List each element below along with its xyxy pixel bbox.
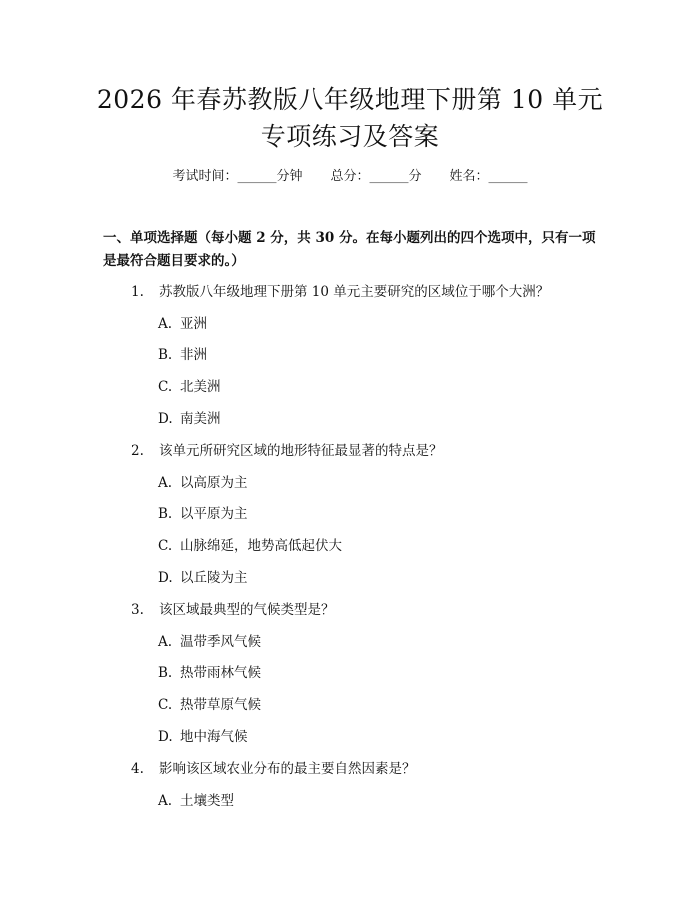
question-4-option-a <box>158 791 234 811</box>
option-letter: C. <box>158 538 173 554</box>
option-letter: B. <box>158 347 173 363</box>
question-text: 该单元所研究区域的地形特征最显著的特点是？ <box>159 443 443 459</box>
section-heading: 一、单项选择题（每小题 2 分，共 30 分。在每小题列出的四个选项中，只有一项是最符合题目要求的。） <box>103 230 596 269</box>
option-text: 北美洲 <box>180 379 221 395</box>
question-3-option-a <box>158 632 261 652</box>
option-letter: D. <box>158 411 173 427</box>
question-1-option-b <box>158 345 207 365</box>
option-letter: A. <box>158 316 173 332</box>
document-title-line-2: 专项练习及答案 <box>260 122 440 151</box>
question-3-option-d <box>158 727 248 747</box>
question-text: 影响该区域农业分布的最主要自然因素是？ <box>159 761 416 777</box>
question-number: 4. <box>131 761 144 777</box>
question-number: 1. <box>131 284 144 300</box>
option-letter: A. <box>158 634 173 650</box>
exam-time-field: 考试时间：______分钟 <box>172 169 303 184</box>
exam-meta <box>0 167 700 187</box>
question-1 <box>131 282 611 302</box>
option-text: 地中海气候 <box>180 729 248 745</box>
option-letter: D. <box>158 729 173 745</box>
option-text: 以高原为主 <box>180 475 248 491</box>
question-3 <box>131 600 611 620</box>
document-title-line-1: 2026 年春苏教版八年级地理下册第 10 单元 <box>96 85 604 114</box>
option-text: 温带季风气候 <box>180 634 261 650</box>
question-4 <box>131 759 611 779</box>
option-text: 亚洲 <box>180 316 207 332</box>
option-text: 以平原为主 <box>180 506 248 522</box>
question-3-option-c <box>158 695 261 715</box>
option-text: 土壤类型 <box>180 793 234 809</box>
option-text: 热带草原气候 <box>180 697 261 713</box>
question-text: 该区域最典型的气候类型是？ <box>159 602 335 618</box>
question-1-option-c <box>158 377 221 397</box>
option-text: 山脉绵延，地势高低起伏大 <box>180 538 342 554</box>
question-2-option-c <box>158 536 342 556</box>
question-number: 2. <box>131 443 144 459</box>
option-text: 非洲 <box>180 347 207 363</box>
option-text: 热带雨林气候 <box>180 665 261 681</box>
question-2-option-b <box>158 504 248 524</box>
option-text: 以丘陵为主 <box>180 570 248 586</box>
question-2-option-d <box>158 568 248 588</box>
question-1-option-a <box>158 314 207 334</box>
question-text: 苏教版八年级地理下册第 10 单元主要研究的区域位于哪个大洲？ <box>159 284 550 300</box>
option-letter: D. <box>158 570 173 586</box>
total-score-field: 总分：______分 <box>330 169 422 184</box>
option-letter: A. <box>158 793 173 809</box>
option-letter: C. <box>158 697 173 713</box>
student-name-field: 姓名：______ <box>449 169 528 184</box>
question-2-option-a <box>158 473 248 493</box>
question-3-option-b <box>158 663 261 683</box>
option-text: 南美洲 <box>180 411 221 427</box>
option-letter: C. <box>158 379 173 395</box>
question-2 <box>131 441 611 461</box>
question-number: 3. <box>131 602 144 618</box>
option-letter: B. <box>158 506 173 522</box>
option-letter: A. <box>158 475 173 491</box>
question-1-option-d <box>158 409 221 429</box>
option-letter: B. <box>158 665 173 681</box>
